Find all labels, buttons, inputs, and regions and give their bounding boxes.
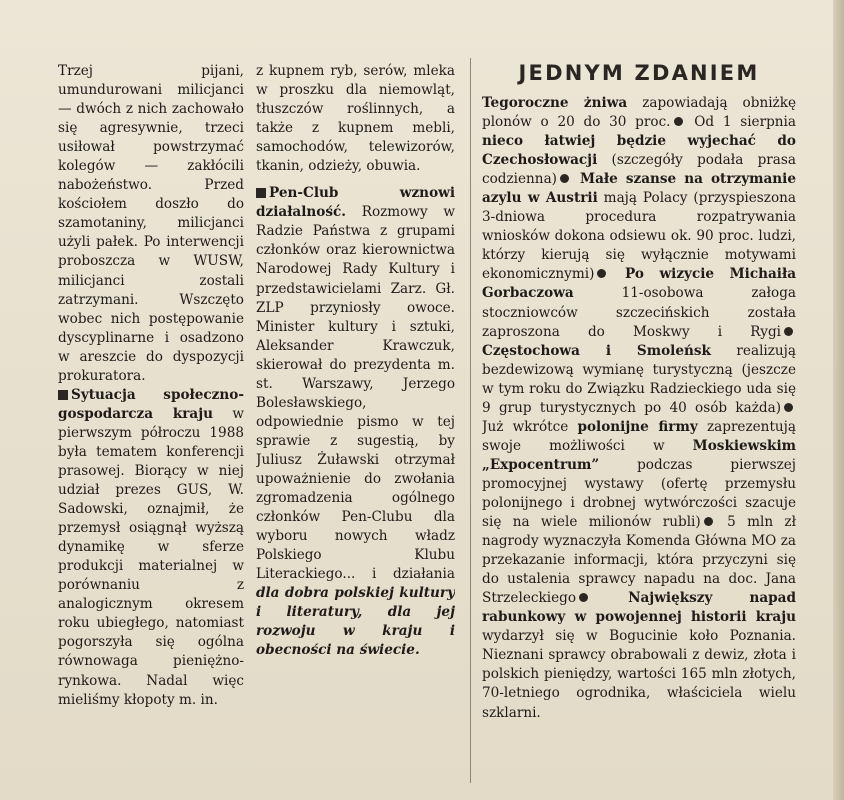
brief-napad-text: wydarzył się w Bogucinie koło Poznania. Nieznani sprawcy obrabowali z dewiz, złota i polskich pieniędzy, wartości 165 mln złotych, 70-letniego ogrodnika, właściciela wielu szklarni. [482, 628, 796, 721]
bullet-dot-icon [579, 593, 588, 602]
brief-czechoslowacja-text-b: (szczegóły podała prasa codzienna) [482, 152, 796, 188]
bullet-dot-icon [560, 174, 569, 183]
paragraph-gap [256, 176, 455, 184]
article-gus-lead: Sytuacja społeczno-gospodarcza kraju [58, 386, 244, 422]
article-gus-continued-text: z kupnem ryb, serów, mleka w proszku dla niemowląt, tłuszczów roślinnych, a także z kupnem mebli, samochodów, telewizorów, tkanin, odzieży, obuwia. [256, 63, 455, 175]
page-edge [833, 0, 844, 800]
brief-nagroda-text: 5 mln zł nagrody wyznaczyła Komenda Główna MO za przekazanie informacji, która przyczyni się do ustalenia sprawcy napadu na doc. Jana Strzeleckiego [482, 514, 796, 607]
bullet-dot-icon [704, 517, 713, 526]
brief-czechoslowacja-lead: nieco łatwiej będzie wyjechać do Czechosłowacji [482, 133, 796, 169]
brief-austria-lead: Małe szanse na otrzymanie azylu w Austrii [482, 171, 796, 207]
brief-gorbaczow-lead: Po wizycie Michaiła Gorbaczowa [482, 266, 796, 302]
article-gus [58, 386, 244, 710]
bullet-dot-icon [597, 269, 606, 278]
brief-czestochowa-lead: Częstochowa i Smoleńsk [482, 342, 711, 359]
brief-austria-text: mają Polacy (przyspieszona 3-dniowa procedura rozpatrywania wniosków dokona odsiewu ok. 90 proc. ludzi, którzy kierują się wyłącznie motywami ekonomicznymi) [482, 190, 796, 283]
article-milicja [58, 62, 244, 386]
bullet-dot-icon [784, 327, 793, 336]
brief-expocentrum-text-b: zaprezentują swoje możliwości w [482, 418, 796, 454]
article-gus-continued [256, 62, 455, 176]
square-bullet-icon [58, 390, 68, 400]
brief-expocentrum-lead: polonijne firmy [577, 418, 698, 435]
article-pen-club-quote: dla dobra polskiej kultury i literatury, dla jej rozwoju w kraju i obecności na świecie. [256, 585, 455, 659]
article-pen-club [256, 184, 455, 660]
brief-expocentrum-text-a: Już wkrótce [482, 418, 578, 435]
column-divider [470, 58, 471, 783]
column-right [482, 94, 796, 784]
brief-napad-lead: Największy napad rabunkowy w powojennej historii kraju [482, 590, 796, 626]
article-pen-club-text: Rozmowy w Radzie Państwa z grupami członków oraz kierownictwa Narodowej Rady Kultury i przedstawicielami Zarz. Gł. ZLP przyniosły owoce. Minister kultury i sztuki, Aleksander Krawczuk, skierował do prezydenta m. st. Warszawy, Jerzego Bolesławskiego, odpowiednie pismo w tej sprawie z sugestią, by Juliusz Żuławski otrzymał upoważnienie do zwołania zgromadzenia ogólnego członków Pen-Clubu dla wyboru nowych władz Polskiego Klubu Literackiego... i działania [256, 204, 455, 583]
brief-gorbaczow-text: 11-osobowa załoga stoczniowców szczecińskich została zaproszona do Moskwy i Rygi [482, 285, 796, 340]
brief-czechoslowacja-text-a: Od 1 sierpnia [685, 114, 796, 131]
article-milicja-text: Trzej pijani, umundurowani milicjanci — dwóch z nich zachowało się agresywnie, trzeci usiłował powstrzymać kolegów — zakłócili nabożeństwo. Przed kościołem doszło do szamotaniny, milicjanci użyli pałek. Po interwencji proboszcza w WUSW, milicjanci zostali zatrzymani. Wszczęto wobec nich postępowanie dyscyplinarne i osadzono w areszcie do dyspozycji prokuratora. [58, 63, 244, 384]
article-gus-text: w pierwszym półroczu 1988 była tematem konferencji prasowej. Biorący w niej udział prezes GUS, W. Sadowski, oznajmił, że przemysł osiągnął wyższą dynamikę w sferze produkcji materialnej w porównaniu z analogicznym okresem roku ubiegłego, natomiast pogorszyła się ogólna równowaga pieniężno-rynkowa. Nadal więc mieliśmy kłopoty m. in. [58, 405, 244, 708]
article-pen-club-lead: Pen-Club wznowi działalność. [256, 185, 455, 221]
bullet-dot-icon [674, 117, 683, 126]
brief-expocentrum-text-c: podczas pierwszej promocyjnej wystawy (ofertę przemysłu polonijnego i drobnej wytwórczości szacuje się na wiele milionów rubli) [482, 456, 796, 531]
column-left [58, 62, 244, 782]
news-brief-list [482, 94, 796, 723]
column-middle [256, 62, 455, 782]
brief-zniwa-lead: Tegoroczne żniwa [482, 95, 628, 111]
brief-zniwa-text: zapowiadają obniżkę plonów o 20 do 30 proc. [482, 95, 796, 131]
brief-czestochowa-text: realizują bezdewizową wymianę turystyczną (jeszcze w tym roku do Związku Radzieckiego uda się 9 grup turystycznych po 40 osób każda) [482, 342, 796, 416]
section-headline: JEDNYM ZDANIEM [518, 61, 760, 85]
bullet-dot-icon [784, 403, 793, 412]
square-bullet-icon [256, 188, 266, 198]
brief-expocentrum-name: Moskiewskim „Expocentrum” [482, 437, 796, 473]
